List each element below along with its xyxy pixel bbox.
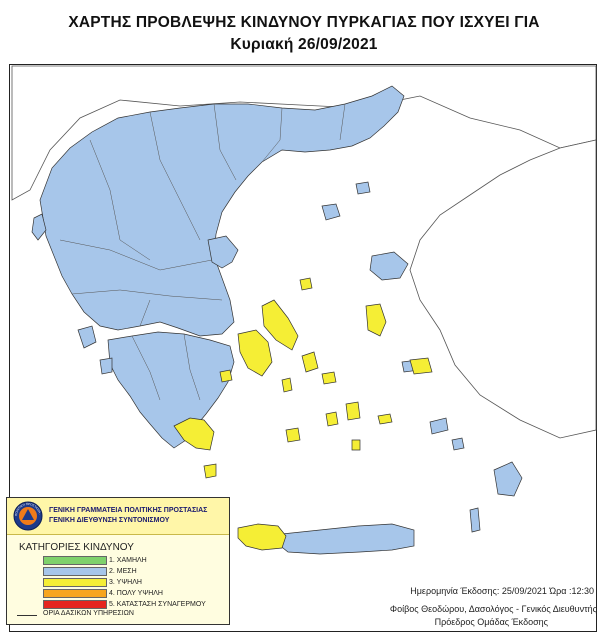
amorgos — [378, 414, 392, 424]
risk-category-very-high — [43, 589, 193, 598]
risk-category-alert — [43, 600, 206, 609]
attica — [238, 330, 272, 376]
issue-date-time: Ημερομηνία Έκδοσης: 25/09/2021 Ώρα :12:30 — [410, 586, 594, 596]
risk-category-high — [43, 578, 193, 587]
risk-label: 2. ΜΕΣΗ — [109, 568, 137, 575]
org-name-line2: ΓΕΝΙΚΗ ΔΙΕΥΘΥΝΣΗ ΣΥΝΤΟΝΙΣΜΟΥ — [49, 517, 170, 524]
paros — [326, 412, 338, 426]
logo-text: ΠΟΛΙΤΙΚΗ ΠΡΟΣΤΑΣΙΑ · — [13, 501, 42, 517]
risk-label: 4. ΠΟΛΥ ΥΨΗΛΗ — [109, 590, 163, 597]
risk-categories-title: ΚΑΤΗΓΟΡΙΕΣ ΚΙΝΔΥΝΟΥ — [19, 542, 134, 553]
mainland-north — [40, 86, 404, 336]
legend-panel — [6, 497, 230, 625]
risk-category-low — [43, 556, 193, 565]
chios — [366, 304, 386, 336]
crete-west — [238, 524, 286, 550]
risk-category-medium — [43, 567, 193, 576]
santorini — [352, 440, 360, 450]
rhodes — [494, 462, 522, 496]
skyros — [300, 278, 312, 290]
andros — [302, 352, 318, 372]
crete-east — [278, 524, 414, 554]
lesvos — [370, 252, 408, 280]
kythira — [204, 464, 216, 478]
risk-swatch — [43, 600, 107, 609]
lakonia-argolida — [174, 418, 214, 450]
risk-label: 3. ΥΨΗΛΗ — [109, 579, 142, 586]
peloponnese — [108, 332, 234, 448]
signature-line1: Φοίβος Θεοδώρου, Δασολόγος - Γενικός Διευθυντής — [389, 604, 597, 614]
risk-label: 1. ΧΑΜΗΛΗ — [109, 557, 147, 564]
thasos — [322, 204, 340, 220]
kefalonia — [78, 326, 96, 348]
kea — [282, 378, 292, 392]
naxos — [346, 402, 360, 420]
milos — [286, 428, 300, 442]
risk-swatch — [43, 567, 107, 576]
kos — [430, 418, 448, 434]
signature-line2: Πρόεδρος Ομάδας Έκδοσης — [434, 617, 548, 627]
risk-swatch — [43, 556, 107, 565]
forest-border-line-sample — [17, 615, 37, 616]
aegina — [220, 370, 232, 382]
dodecanese-small — [452, 438, 464, 450]
legend-header — [7, 498, 229, 535]
neighbor-land-east — [410, 140, 596, 438]
zakynthos — [100, 358, 112, 374]
tinos — [322, 372, 336, 384]
risk-label: 5. ΚΑΤΑΣΤΑΣΗ ΣΥΝΑΓΕΡΜΟΥ — [109, 601, 206, 608]
map-title: ΧΑΡΤΗΣ ΠΡΟΒΛΕΨΗΣ ΚΙΝΔΥΝΟΥ ΠΥΡΚΑΓΙΑΣ ΠΟΥ ΙΣΧΥΕΙ ΓΙΑ — [68, 14, 540, 31]
civil-protection-emblem-icon — [13, 501, 43, 531]
map-date: Κυριακή 26/09/2021 — [230, 36, 378, 53]
karpathos — [470, 508, 480, 532]
samothraki — [356, 182, 370, 194]
forest-border-label: ΟΡΙΑ ΔΑΣΙΚΩΝ ΥΠΗΡΕΣΙΩΝ — [43, 610, 134, 617]
risk-swatch — [43, 589, 107, 598]
org-name-line1: ΓΕΝΙΚΗ ΓΡΑΜΜΑΤΕΙΑ ΠΟΛΙΤΙΚΗΣ ΠΡΟΣΤΑΣΙΑΣ — [49, 507, 208, 514]
risk-swatch — [43, 578, 107, 587]
ikaria — [410, 358, 432, 374]
